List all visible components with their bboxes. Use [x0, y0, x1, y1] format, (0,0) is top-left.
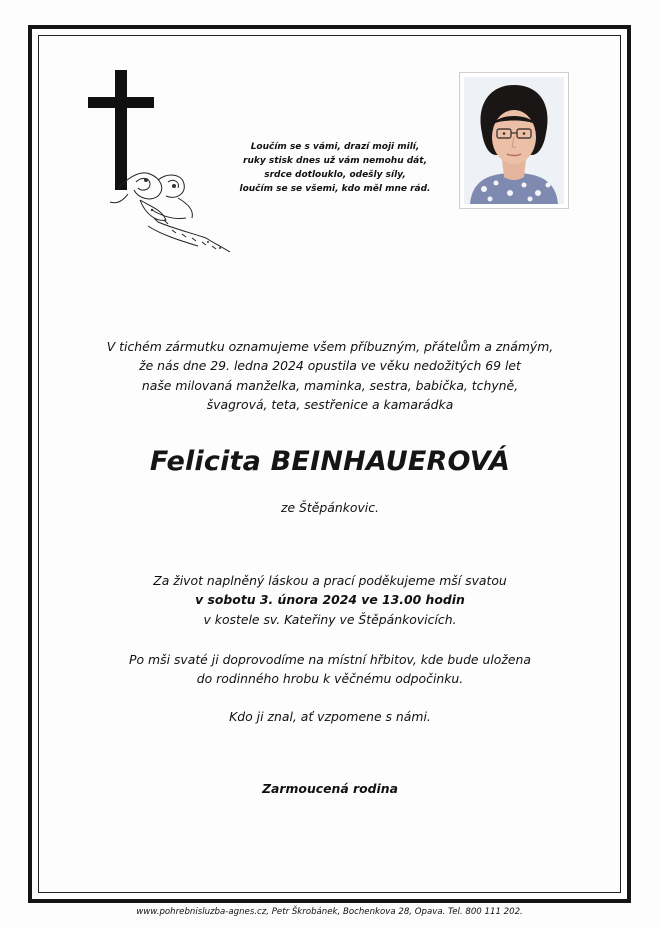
cross-with-roses-icon — [88, 70, 238, 264]
announcement-text — [80, 337, 580, 415]
announcement-line: švagrová, teta, sestřenice a kamarádka — [206, 397, 454, 413]
deceased-origin: ze Štěpánkovic. — [280, 500, 379, 515]
footer-contact: www.pohrebnisluzba-agnes.cz, Petr Škrobánek, Bochenkova 28, Opava. Tel. 800 111 202. — [136, 907, 523, 917]
poem-line: ruky stisk dnes už vám nemohu dát, — [243, 156, 427, 166]
mass-info — [80, 571, 580, 629]
deceased-name: Felicita BEINHAUEROVÁ — [149, 446, 511, 477]
announcement-line: V tichém zármutku oznamujeme všem příbuzným, přátelům a známým, — [106, 339, 554, 354]
signature: Zarmoucená rodina — [262, 781, 398, 796]
poem-line: loučím se se všemi, kdo měl mne rád. — [239, 184, 431, 194]
mass-location: v kostele sv. Kateřiny ve Štěpánkovicích. — [203, 611, 457, 627]
remember-text: Kdo ji znal, ať vzpomene s námi. — [229, 709, 431, 724]
portrait-photo — [459, 72, 569, 209]
poem — [230, 140, 440, 196]
mass-line: Za život naplněný láskou a prací poděkujeme mší svatou — [153, 573, 507, 588]
burial-line: do rodinného hrobu k věčnému odpočinku. — [196, 671, 464, 687]
announcement-line: že nás dne 29. ledna 2024 opustila ve věku nedožitých 69 let — [139, 358, 521, 374]
burial-line: Po mši svaté ji doprovodíme na místní hřbitov, kde bude uložena — [129, 652, 531, 667]
announcement-line: naše milovaná manželka, maminka, sestra, babička, tchyně, — [141, 377, 519, 393]
burial-info — [80, 650, 580, 689]
poem-line: Loučím se s vámi, drazí moji milí, — [250, 142, 420, 152]
mass-date: v sobotu 3. února 2024 ve 13.00 hodin — [195, 592, 465, 608]
poem-line: srdce dotlouklo, odešly síly, — [264, 170, 406, 180]
